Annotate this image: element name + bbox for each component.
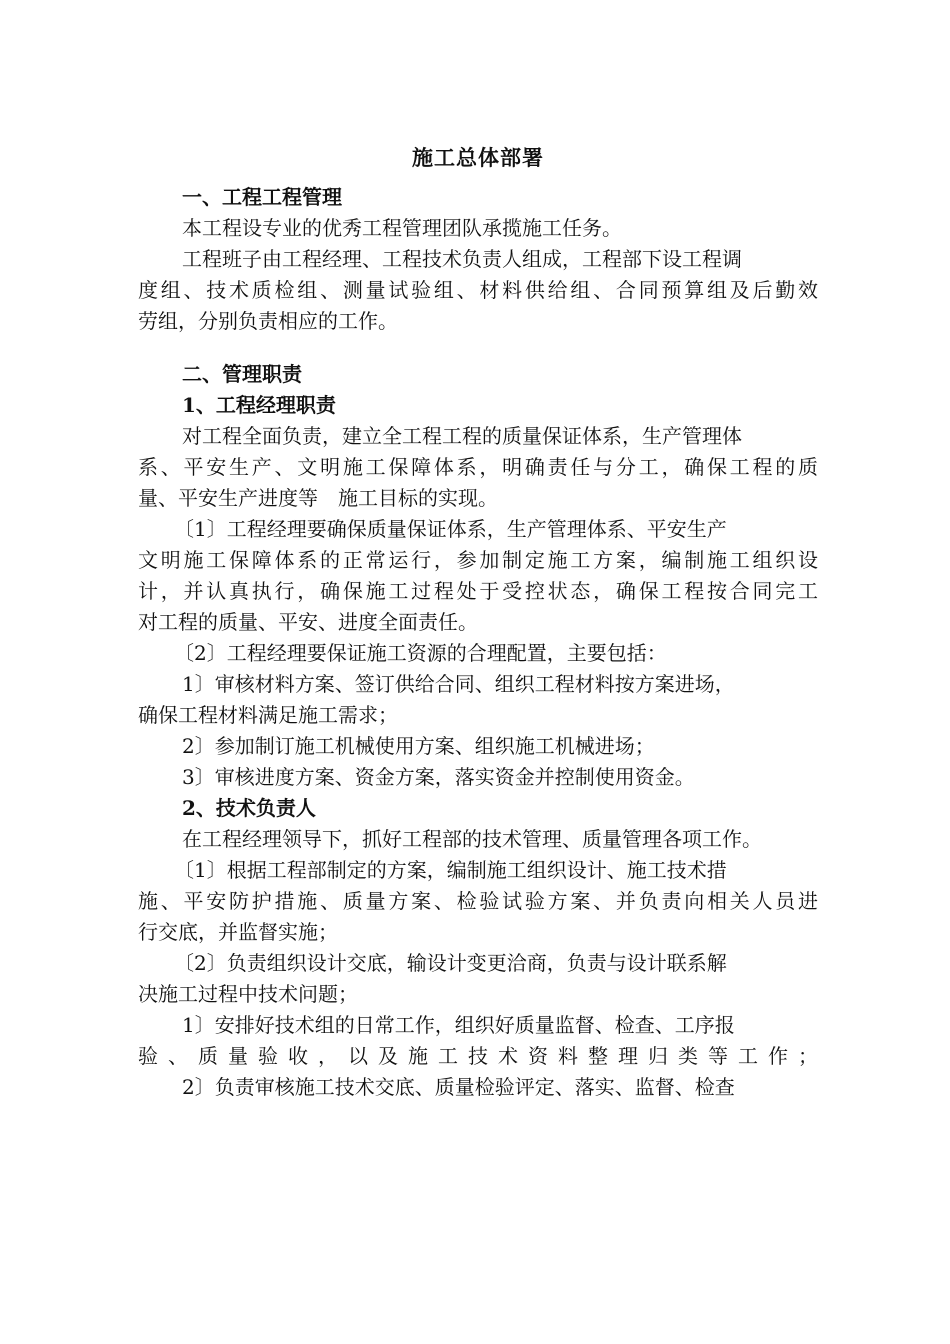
paragraph-line: 验、质量验收，以及施工技术资料整理归类等工作； — [138, 1044, 818, 1068]
paragraph-line: 系、平安生产、文明施工保障体系，明确责任与分工，确保工程的质 — [138, 455, 818, 479]
paragraph-line: 计，并认真执行，确保施工过程处于受控状态，确保工程按合同完工 — [138, 579, 818, 603]
paragraph-line: 〔1〕根据工程部制定的方案，编制施工组织设计、施工技术措 — [174, 858, 727, 882]
paragraph-line: 本工程设专业的优秀工程管理团队承揽施工任务。 — [182, 216, 622, 240]
paragraph-line: 〔2〕工程经理要保证施工资源的合理配置，主要包括： — [174, 641, 667, 665]
paragraph-line: 度组、技术质检组、测量试验组、材料供给组、合同预算组及后勤效 — [138, 278, 818, 302]
paragraph-line: 对工程全面负责，建立全工程工程的质量保证体系，生产管理体 — [182, 424, 742, 448]
paragraph-line: 2〕负责审核施工技术交底、质量检验评定、落实、监督、检查 — [182, 1075, 735, 1099]
paragraph-line: 量、平安生产进度等 施工目标的实现。 — [138, 486, 498, 510]
document-title: 施工总体部署 — [412, 145, 544, 170]
paragraph-line: 1〕安排好技术组的日常工作，组织好质量监督、检查、工序报 — [182, 1013, 735, 1037]
section-heading: 一、工程工程管理 — [182, 185, 342, 209]
paragraph-line: 行交底，并监督实施； — [138, 920, 338, 944]
paragraph-line: 3〕审核进度方案、资金方案，落实资金并控制使用资金。 — [182, 765, 695, 789]
paragraph-line: 工程班子由工程经理、工程技术负责人组成，工程部下设工程调 — [182, 247, 742, 271]
paragraph-line: 确保工程材料满足施工需求； — [138, 703, 398, 727]
paragraph-line: 劳组，分别负责相应的工作。 — [138, 309, 398, 333]
paragraph-line: 文明施工保障体系的正常运行，参加制定施工方案，编制施工组织设 — [138, 548, 818, 572]
document-body — [138, 182, 818, 1103]
document-page — [138, 140, 818, 1103]
paragraph-line: 〔1〕工程经理要确保质量保证体系，生产管理体系、平安生产 — [174, 517, 727, 541]
paragraph-line: 对工程的质量、平安、进度全面责任。 — [138, 610, 478, 634]
paragraph-line: 在工程经理领导下，抓好工程部的技术管理、质量管理各项工作。 — [182, 827, 762, 851]
paragraph-line: 2〕参加制订施工机械使用方案、组织施工机械进场； — [182, 734, 655, 758]
section-heading: 1、工程经理职责 — [182, 393, 336, 417]
paragraph-gap — [138, 337, 818, 359]
paragraph-line: 〔2〕负责组织设计交底，输设计变更洽商，负责与设计联系解 — [174, 951, 727, 975]
paragraph-line: 1〕审核材料方案、签订供给合同、组织工程材料按方案进场， — [182, 672, 735, 696]
paragraph-line: 施、平安防护措施、质量方案、检验试验方案、并负责向相关人员进 — [138, 889, 818, 913]
section-heading: 2、技术负责人 — [182, 796, 316, 820]
paragraph-line: 决施工过程中技术问题； — [138, 982, 358, 1006]
section-heading: 二、管理职责 — [182, 362, 302, 386]
